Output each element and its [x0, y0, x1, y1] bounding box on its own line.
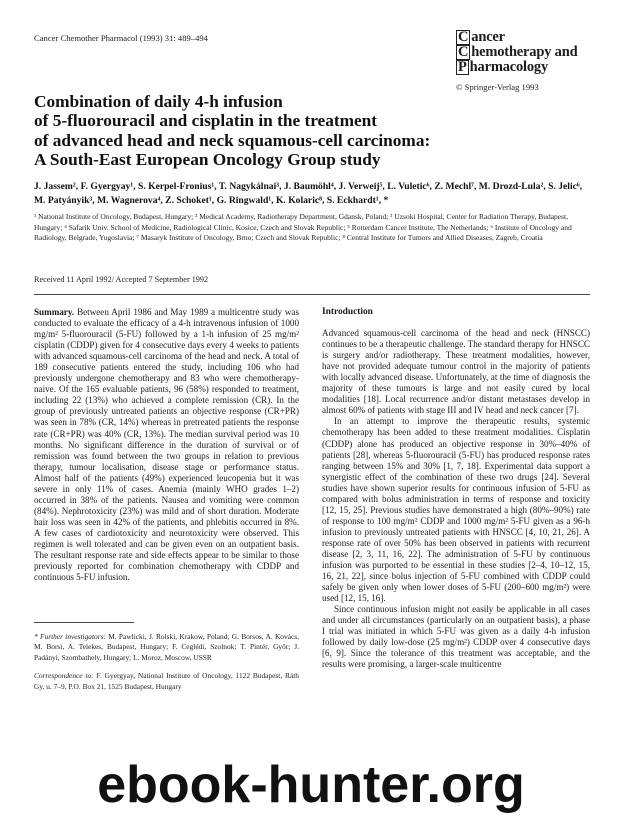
footnote-divider	[34, 622, 134, 623]
journal-citation: Cancer Chemother Pharmacol (1993) 31: 489–494	[34, 33, 208, 43]
logo-line-2: C hemotherapy and	[458, 44, 578, 60]
correspondence-footnote: Correspondence to: F. Gyergyay, National Institute of Oncology, 1122 Budapest, Ráth Gy. u. 7–9, P.O. Box 21, 1525 Budapest, Hungary	[34, 671, 299, 691]
copyright-notice: © Springer-Verlag 1993	[456, 82, 539, 92]
section-heading: Introduction	[322, 307, 373, 317]
watermark-text: ebook-hunter.org	[97, 756, 525, 814]
summary-column	[34, 307, 299, 583]
introduction-column	[322, 307, 590, 671]
journal-logo	[456, 30, 596, 82]
affiliations: ¹ National Institute of Oncology, Budapest, Hungary; ² Medical Academy, Radiotherapy Department, Gdansk, Poland; ³ Uzsoki Hospital, Center for Radiation Therapy, Budapest, Hungary; ⁴ Safarik Univ. School of Medicine, Radiological Clinic, Kosice, Czech and Slovak Republic; ⁵ Rotterdam Cancer Institute, The Netherlands; ⁶ Institute of Oncology and Radiology, Belgrade, Yugoslavia; ⁷ Masaryk Institute of Oncology, Brno; Czech and Slovak Republic; ⁸ Central Institute for Tumors and Allied Diseases, Zagreb, Croatia	[34, 212, 572, 243]
summary-label: Summary.	[34, 307, 75, 317]
author-list: J. Jassem², F. Gyergyay¹, S. Kerpel-Fronius¹, T. Nagykálnai³, J. Baumöhl⁴, J. Verweij⁵, L. Vuletic⁶, Z. Mechl⁷, M. Drozd-Lula², S. Jelic⁶, M. Patyányik³, M. Wagnerova⁴, Z. Schoket¹, G. Ringwald¹, K. Kolaric⁸, S. Eckhardt¹, *	[34, 181, 583, 206]
footnotes	[34, 632, 299, 700]
summary-text: Between April 1986 and May 1989 a multicentre study was conducted to evaluate the efficacy of a 4-h intravenous infusion of 1000 mg/m² 5-fluorouracil (5-FU) followed by a 1-h infusion of 25 mg/m² cisplatin (CDDP) given for 4 consecutive days every 4 weeks to patients with advanced squamous-cell carcinoma of the head and neck. A total of 189 consecutive patients entered the study, including 106 who had previously undergone chemotherapy and 83 who were chemotherapy-naive. Of the 165 evaluable patients, 96 (58%) responded to treatment, including 22 (13%) who achieved a complete remission (CR). In the group of previously untreated patients an objective response (CR+PR) was seen in 78% (CR, 14%) whereas in pretreated patients the response rate (CR+PR) was 40% (CR, 13%). The median survival period was 10 months. No significant difference in the duration of survival or of remission was found between the two groups in relation to previous therapy, tumour localisation, disease stage or performance status. Almost half of the patients (49%) experienced leucopenia but it was severe in only 11% of cases. Anemia (mainly WHO grades 1–2) occurred in 38% of the patients. Nausea and vomiting were common (84%). Nephrotoxicity (23%) was mild and of short duration. Moderate hair loss was seen in 42% of the patients, and phlebitis occurred in 8%. A few cases of cardiotoxicity and neurotoxicity were observed. This regimen is well tolerated and can be given even on an outpatient basis. The resultant response rate and side effects appear to be similar to those previously reported for combination chemotherapy with CDDP and continuous 5-FU infusion.	[34, 307, 299, 583]
logo-line-1: C ancer	[458, 29, 505, 45]
title-line: of 5-fluorouracil and cisplatin in the treatment	[34, 111, 378, 131]
investigators-footnote: * Further investigators: M. Pawlicki, J. Rolski, Krakow, Poland; G. Borsos, A. Kovács, M. Borsi, A. Telekes, Budapest, Hungary; F. Ceglédi, Szolnok; T. Pintér, Győr; J. Padányi, Szombathely, Hungary; L. Moroz, Moscow, USSR	[34, 632, 299, 662]
logo-line-3: P harmacology	[458, 59, 549, 75]
intro-paragraph: Since continuous infusion might not easily be applicable in all cases and under all circumstances (particularly on an outpatient basis), a phase I trial was initiated in which 5-FU was given as a daily 4-h infusion followed by daily low-dose (25 mg/m²) CDDP over 4 consecutive days [6, 9]. Since the tolerance of this treatment was acceptable, and the results were promising, a larger-scale multicentre	[322, 604, 590, 670]
title-line: Combination of daily 4-h infusion	[34, 92, 283, 111]
received-dates: Received 11 April 1992/ Accepted 7 September 1992	[34, 275, 209, 284]
intro-paragraph: Advanced squamous-cell carcinoma of the head and neck (HNSCC) continues to be a therapeutic challenge. The standard therapy for HNSCC is surgery and/or radiotherapy. These treatment modalities, however, have not provided adequate tumour control in the majority of patients with locally advanced disease. Unfortunately, at the time of diagnosis the majority of these tumours is large and not easily cured by local modalities [18]. Local recurrence and/or distant metastases develop in almost 60% of patients with stage III and IV head and neck cancer [7].	[322, 328, 590, 416]
watermark	[0, 752, 622, 818]
summary-paragraph	[34, 307, 299, 583]
divider	[34, 294, 590, 295]
title-line: of advanced head and neck squamous-cell carcinoma:	[34, 130, 431, 150]
article-title	[34, 92, 484, 170]
intro-paragraph: In an attempt to improve the therapeutic results, systemic chemotherapy has been added to these treatment modalities. Cisplatin (CDDP) alone has produced an objective response in 30%–40% of patients [28], whereas 5-fluorouracil (5-FU) has produced response rates ranging between 15% and 30% [1, 7, 18]. Experimental data support a synergistic effect of the combination of these two drugs [24]. Several studies have shown superior results for continuous infusion of 5-FU as compared with bolus administration in terms of response and toxicity [12, 15, 25]. Previous studies have demonstrated a high (80%–90%) rate of response to 100 mg/m² CDDP and 1000 mg/m² 5-FU given as a 96-h infusion to previously untreated patients with HNSCC [4, 10, 21, 26]. A response rate of over 50% has been observed in patients with recurrent disease [2, 3, 11, 16, 22]. The administration of 5-FU by continuous infusion was purported to be essential in these studies [2–4, 10–12, 15, 16, 21, 22], since bolus injection of 5-FU combined with CDDP could safely be given only when lower doses of 5-FU (200–600 mg/m²) were used [12, 15, 16].	[322, 416, 590, 604]
title-line: A South-East European Oncology Group study	[34, 150, 381, 170]
